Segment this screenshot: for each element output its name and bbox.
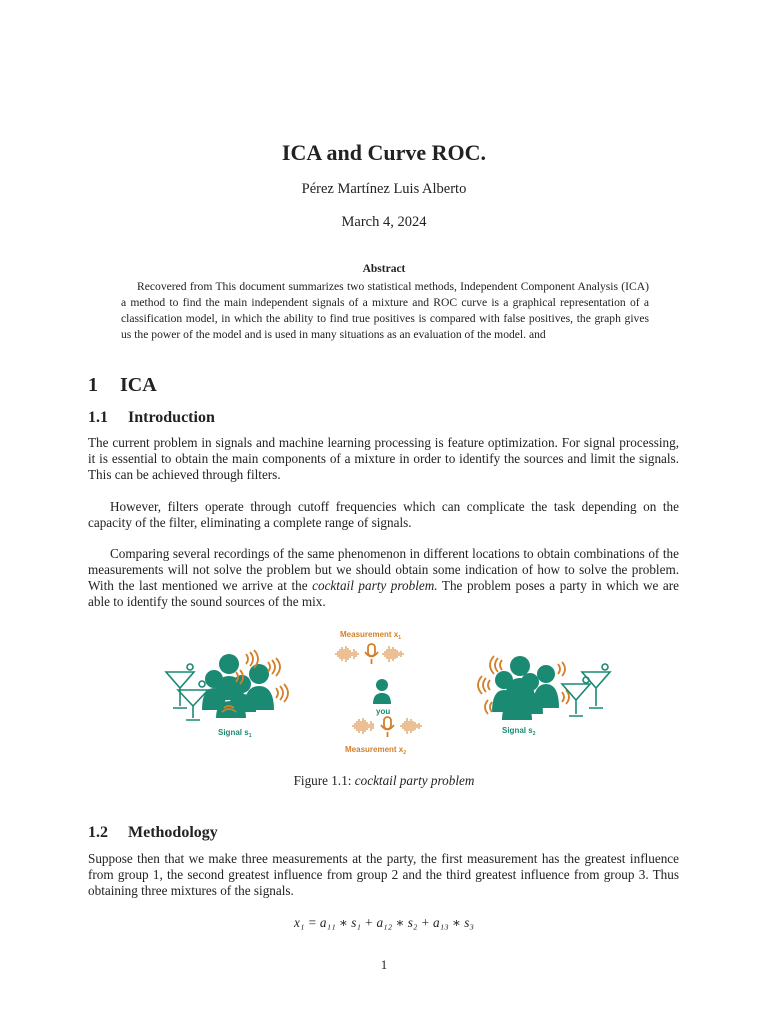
- paragraph: [88, 546, 679, 610]
- date: March 4, 2024: [341, 214, 427, 230]
- measurement-1-label: Measurement $x_1$: [340, 630, 402, 641]
- equation: x₁ = a₁₁ ∗ s₁ + a₁₂ ∗ s₂ + a₁₃ ∗ s₃: [293, 915, 475, 930]
- signal-1-label: Signal $s_1$: [218, 728, 252, 739]
- subsection-number: 1.2: [88, 824, 108, 841]
- cocktail-glass-icon: [562, 664, 610, 716]
- section-title: ICA: [120, 374, 157, 396]
- signal-2-label: Signal $s_2$: [502, 726, 536, 737]
- subsection-title: Introduction: [128, 409, 215, 426]
- subsection-number: 1.1: [88, 409, 108, 426]
- section-number: 1: [88, 374, 98, 396]
- you-label: you: [376, 707, 391, 716]
- paragraph: Suppose then that we make three measurements at the party, the first measurement has the greatest influence from group 1, the second greatest influence from group 2 and the third greatest influence from group 3. Thus obtaining three mixtures of the signals.: [88, 851, 679, 898]
- measurement-2-label: Measurement $x_2$: [345, 745, 407, 756]
- microphone-icon: [365, 644, 394, 737]
- subsection-heading-introduction: [88, 409, 215, 427]
- emphasis-text: cocktail party problem.: [312, 578, 438, 593]
- paragraph-text: Comparing several recordings of the same phenomenon in different locations to obtain combinations of the measurements will not solve the problem but we should obtain some indication of how to solve the problem. With the last mentioned we arrive at the: [88, 546, 679, 593]
- document-title: ICA and Curve ROC.: [281, 140, 487, 165]
- paragraph-text: The problem poses a party in which we are able to identify the sound sources of the mix.: [88, 578, 679, 609]
- subsection-title: Methodology: [128, 824, 218, 841]
- person-icon: [373, 679, 391, 704]
- page-number: 1: [380, 957, 388, 972]
- cocktail-glass-icon: [166, 664, 208, 720]
- cocktail-party-figure: [150, 622, 630, 764]
- waveform-icon: [336, 646, 421, 734]
- subsection-heading-methodology: [88, 824, 218, 842]
- paragraph: However, filters operate through cutoff frequencies which can complicate the task depending on the capacity of the filter, eliminating a complete range of signals.: [88, 499, 679, 530]
- crowd-icon: [202, 654, 274, 718]
- abstract-heading: Abstract: [362, 263, 406, 275]
- caption-label: Figure 1.1:: [293, 773, 355, 788]
- author: Pérez Martínez Luis Alberto: [301, 181, 467, 197]
- caption-text: cocktail party problem: [354, 773, 475, 788]
- figure-caption: [0, 773, 768, 789]
- paragraph: The current problem in signals and machine learning processing is feature optimization. For signal processing, it is essential to obtain the main components of a mixture in order to identify the sources and limit the signals. This can be achieved through filters.: [88, 435, 679, 482]
- section-heading: [88, 374, 157, 397]
- crowd-icon: [492, 656, 559, 720]
- abstract-text: Recovered from This document summarizes two statistical methods, Independent Component Analysis (ICA) a method to find the main independent signals of a mixture and ROC curve is a graphical representation of a classification model, in which the ability to find true positives is compared with false positives, the graph gives us the power of the model and is used in many situations as an evaluation of the model. and: [121, 280, 649, 341]
